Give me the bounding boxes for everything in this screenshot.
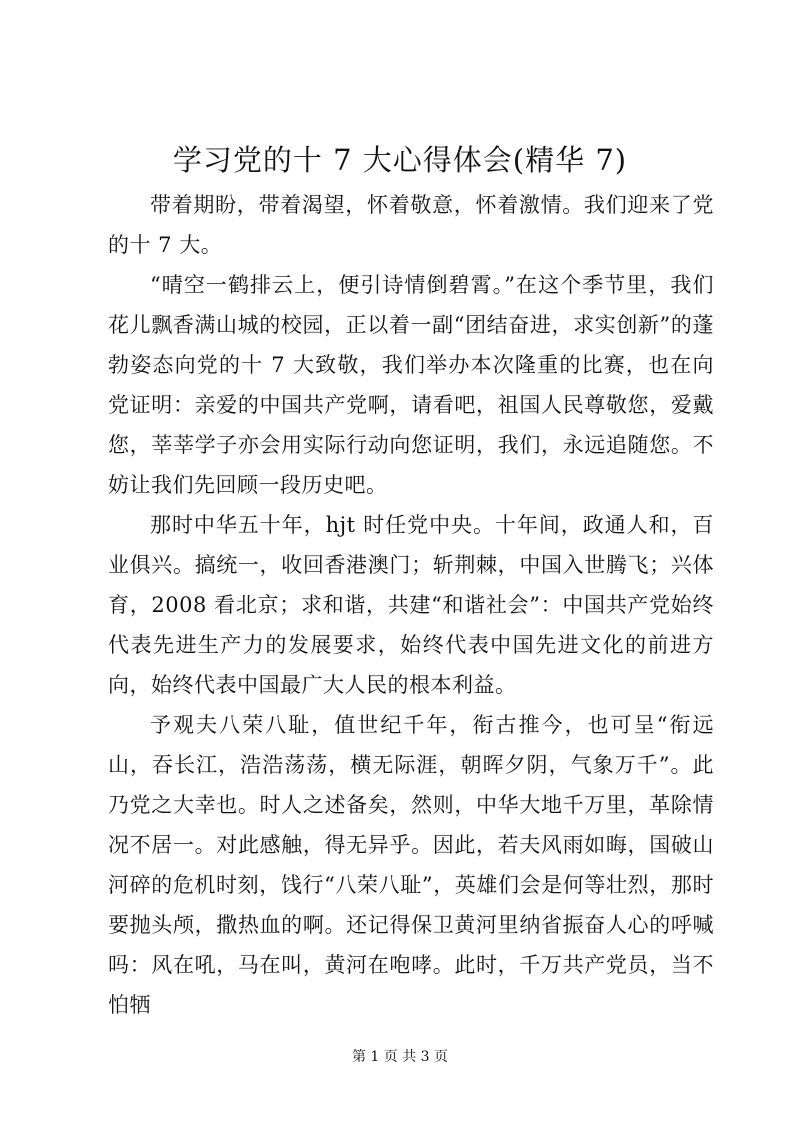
- paragraph: 予观夫八荣八耻，值世纪千年，衔古推今，也可呈“衔远山，吞长江，浩浩荡荡，横无际涯，朝晖夕阴，气象万千”。此乃党之大幸也。时人之述备矣，然则，中华大地千万里，革除情况不居一。对此感触，得无异乎。因此，若夫风雨如晦，国破山河碎的危机时刻，饯行“八荣八耻”，英雄们会是何等壮烈，那时要抛头颅，撒热血的啊。还记得保卫黄河里纳省振奋人心的呼喊吗：风在吼，马在叫，黄河在咆哮。此时，千万共产党员，当不怕牺: [108, 713, 714, 1017]
- paragraph: 带着期盼，带着渴望，怀着敬意，怀着激情。我们迎来了党的十 7 大。: [108, 193, 714, 257]
- paragraph: “晴空一鹤排云上，便引诗情倒碧霄。”在这个季节里，我们花儿飘香满山城的校园，正以着一副“团结奋进，求实创新”的蓬勃姿态向党的十 7 大致敬，我们举办本次隆重的比赛，也在向党证明：亲爱的中国共产党啊，请看吧，祖国人民尊敬您，爱戴您，莘莘学子亦会用实际行动向您证明，我们，永远追随您。不妨让我们先回顾一段历史吧。: [108, 273, 714, 497]
- page-number-footer: 第 1 页 共 3 页: [351, 1049, 449, 1065]
- document-body: [108, 185, 714, 1025]
- document-title: 学习党的十 7 大心得体会(精华 7): [172, 143, 628, 177]
- paragraph: 那时中华五十年，hjt 时任党中央。十年间，政通人和，百业俱兴。搞统一，收回香港澳门；斩荆棘，中国入世腾飞；兴体育，2008 看北京；求和谐，共建“和谐社会”：中国共产党始终代表先进生产力的发展要求，始终代表中国先进文化的前进方向，始终代表中国最广大人民的根本利益。: [108, 513, 714, 697]
